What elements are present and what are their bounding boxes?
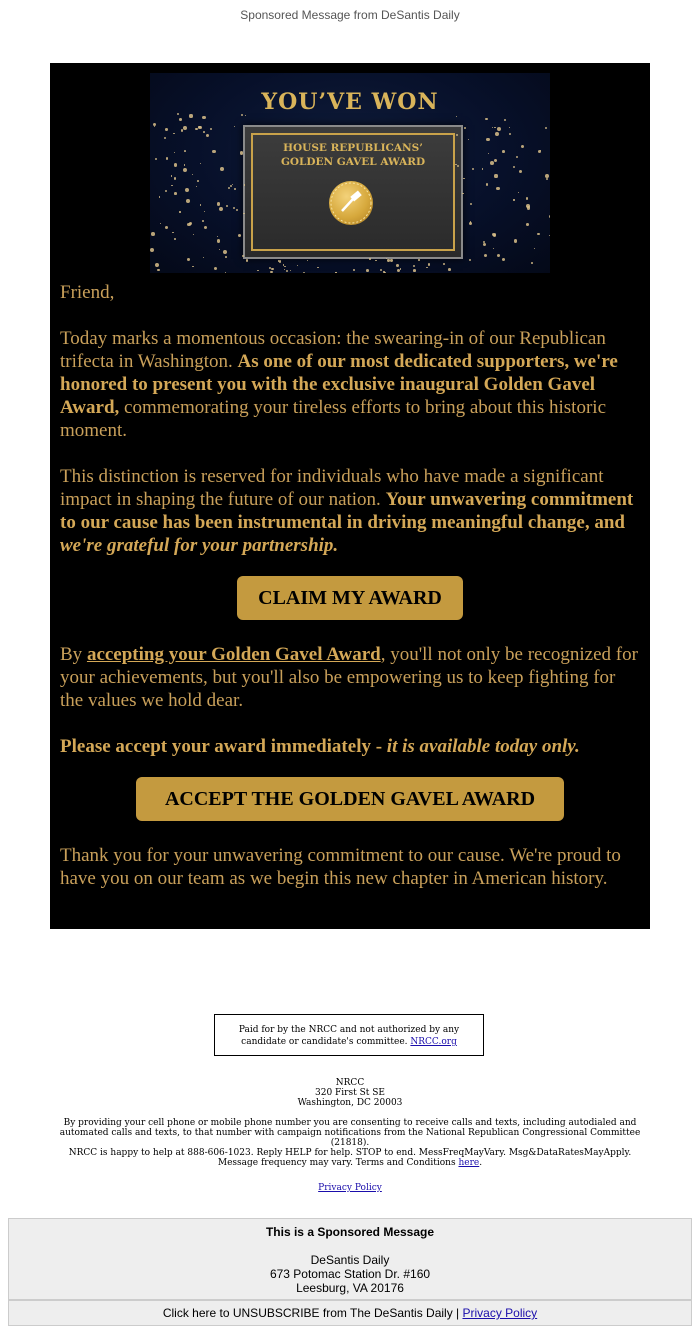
confetti-dot: [494, 127, 496, 129]
confetti-dot: [497, 127, 501, 131]
accept-golden-gavel-button[interactable]: ACCEPT THE GOLDEN GAVEL AWARD: [136, 777, 564, 821]
confetti-dot: [183, 168, 187, 172]
confetti-dot: [228, 187, 231, 190]
confetti-dot: [179, 118, 182, 121]
confetti-dot: [534, 248, 535, 249]
confetti-dot: [369, 258, 370, 259]
confetti-dot: [241, 114, 243, 116]
confetti-dot: [335, 272, 336, 273]
confetti-dot: [380, 269, 383, 272]
confetti-dot: [236, 209, 238, 211]
confetti-dot: [483, 243, 486, 246]
confetti-dot: [463, 178, 464, 179]
confetti-dot: [493, 248, 494, 249]
confetti-dot: [540, 150, 542, 152]
confetti-dot: [204, 226, 207, 229]
plaque-line-1: HOUSE REPUBLICANS’: [283, 142, 423, 154]
confetti-dot: [219, 207, 223, 211]
confetti-dot: [375, 260, 377, 262]
confetti-dot: [526, 223, 529, 226]
confetti-dot: [172, 232, 173, 233]
banner-title: YOU’VE WON: [261, 89, 439, 115]
confetti-dot: [184, 150, 186, 152]
confetti-dot: [303, 272, 305, 273]
confetti-dot: [509, 133, 511, 135]
confetti-dot: [492, 127, 493, 128]
nrcc-address: NRCC 320 First St SE Washington, DC 20003: [297, 1078, 403, 1108]
confetti-dot: [165, 226, 168, 229]
confetti-dot: [165, 128, 168, 131]
confetti-dot: [428, 263, 430, 265]
confetti-dot: [383, 271, 384, 272]
confetti-dot: [286, 270, 288, 272]
accept-award-link[interactable]: accepting your Golden Gavel Award: [86, 644, 381, 665]
confetti-dot: [396, 264, 399, 267]
confetti-dot: [456, 116, 458, 118]
confetti-dot: [150, 248, 154, 252]
confetti-dot: [470, 203, 472, 205]
confetti-dot: [486, 138, 489, 141]
claim-award-button[interactable]: CLAIM MY AWARD: [237, 576, 463, 620]
confetti-dot: [242, 255, 244, 257]
email-content: [60, 281, 640, 913]
confetti-dot: [217, 239, 221, 243]
confetti-dot: [497, 254, 500, 257]
confetti-dot: [192, 174, 193, 175]
confetti-dot: [353, 269, 355, 271]
confetti-dot: [270, 271, 273, 273]
confetti-dot: [187, 258, 190, 261]
sponsored-message-header: Sponsored Message from DeSantis Daily: [240, 8, 460, 22]
sponsor-privacy-policy-link[interactable]: Privacy Policy: [462, 1306, 538, 1320]
confetti-dot: [174, 152, 175, 153]
confetti-dot: [485, 118, 487, 120]
consent-text: By providing your cell phone or mobile phone number you are consenting to receive calls and texts, including autodialed and automated calls and texts, to that number with campaign notifications from the National Republican Congressional Committee (21818).: [59, 1118, 641, 1148]
confetti-dot: [212, 150, 215, 153]
confetti-dot: [502, 258, 505, 261]
help-text: NRCC is happy to help at 888-606-1023. Reply HELP for help. STOP to end. MessFreqMayVary. Msg&DataRatesMayApply. Message frequency may vary. Terms and Conditions here.: [68, 1148, 632, 1168]
confetti-dot: [413, 265, 415, 267]
confetti-dot: [179, 211, 180, 212]
confetti-dot: [164, 137, 166, 139]
confetti-dot: [174, 192, 177, 195]
award-plaque: [243, 125, 463, 259]
confetti-dot: [183, 126, 187, 130]
confetti-dot: [284, 266, 286, 268]
confetti-dot: [257, 270, 259, 272]
paid-for-disclaimer: Paid for by the NRCC and not authorized by any candidate or candidate's committee. NRCC.org: [214, 1014, 484, 1056]
nrcc-link[interactable]: NRCC.org: [410, 1037, 457, 1047]
confetti-dot: [366, 269, 369, 272]
paragraph-urgency: Please accept your award immediately - it is available today only.: [60, 736, 580, 757]
confetti-dot: [472, 168, 474, 170]
confetti-dot: [174, 238, 176, 240]
confetti-dot: [200, 204, 202, 206]
confetti-dot: [234, 188, 236, 190]
terms-here-link[interactable]: here: [458, 1158, 480, 1168]
paragraph-accepting: By accepting your Golden Gavel Award, you'll not only be recognized for your achievements, but you'll also be empowering us to keep fighting for the values we hold dear.: [60, 644, 638, 711]
confetti-dot: [279, 260, 282, 263]
confetti-dot: [549, 235, 550, 237]
confetti-dot: [210, 128, 212, 130]
confetti-dot: [240, 151, 243, 154]
confetti-dot: [502, 150, 505, 153]
nrcc-privacy-policy: [50, 1183, 650, 1193]
confetti-dot: [171, 185, 172, 186]
confetti-dot: [443, 263, 445, 265]
sponsor-footer-box: [8, 1218, 692, 1300]
confetti-dot: [202, 220, 204, 222]
confetti-dot: [494, 174, 497, 177]
confetti-dot: [246, 259, 248, 261]
confetti-dot: [513, 199, 514, 200]
confetti-dot: [488, 153, 490, 155]
confetti-dot: [537, 233, 540, 236]
confetti-dot: [181, 129, 183, 131]
confetti-dot: [219, 249, 220, 250]
confetti-dot: [271, 268, 273, 270]
confetti-dot: [297, 265, 298, 266]
confetti-dot: [284, 269, 285, 270]
confetti-dot: [196, 186, 197, 187]
confetti-dot: [496, 187, 500, 191]
confetti-dot: [225, 256, 227, 258]
confetti-dot: [469, 222, 472, 225]
confetti-dot: [545, 127, 547, 129]
confetti-dot: [203, 131, 205, 133]
unsubscribe-bar: [8, 1300, 692, 1326]
confetti-dot: [193, 234, 194, 235]
confetti-dot: [238, 234, 242, 238]
confetti-dot: [518, 192, 519, 193]
confetti-dot: [202, 116, 205, 119]
confetti-dot: [171, 175, 172, 176]
confetti-dot: [464, 127, 466, 129]
confetti-dot: [155, 263, 159, 267]
confetti-dot: [225, 272, 226, 273]
confetti-dot: [469, 259, 472, 262]
confetti-dot: [413, 269, 416, 272]
sponsor-city: Leesburg, VA 20176: [296, 1281, 404, 1295]
confetti-dot: [490, 161, 494, 165]
greeting: Friend,: [60, 282, 115, 303]
plaque-text: [245, 141, 461, 169]
nrcc-privacy-policy-link[interactable]: Privacy Policy: [318, 1183, 382, 1193]
confetti-dot: [509, 127, 510, 128]
confetti-dot: [513, 166, 515, 168]
confetti-dot: [526, 197, 529, 200]
sponsor-footer-heading: This is a Sponsored Message: [265, 1225, 435, 1239]
confetti-dot: [166, 157, 168, 159]
confetti-dot: [195, 128, 197, 130]
gavel-icon: [329, 181, 373, 225]
confetti-dot: [154, 126, 155, 127]
confetti-dot: [387, 259, 389, 261]
confetti-dot: [160, 223, 162, 225]
confetti-dot: [234, 126, 235, 127]
confetti-dot: [217, 236, 218, 237]
confetti-dot: [317, 267, 319, 269]
confetti-dot: [226, 205, 229, 208]
confetti-dot: [217, 202, 220, 205]
confetti-dot: [185, 188, 189, 192]
confetti-dot: [197, 180, 199, 182]
sponsor-name: DeSantis Daily: [310, 1253, 390, 1267]
paragraph-distinction: This distinction is reserved for individuals who have made a significant impact in shaping the future of our nation. Your unwavering commitment to our cause has been instrumental in driving meaningful change, and we're grateful for your partnership.: [60, 466, 634, 556]
confetti-dot: [232, 184, 233, 185]
plaque-line-2: GOLDEN GAVEL AWARD: [280, 156, 426, 168]
confetti-dot: [200, 163, 201, 164]
confetti-dot: [400, 268, 401, 269]
confetti-dot: [184, 164, 185, 165]
confetti-dot: [390, 259, 392, 261]
confetti-dot: [549, 215, 550, 218]
confetti-dot: [531, 262, 533, 264]
confetti-dot: [192, 266, 194, 268]
confetti-dot: [307, 260, 308, 261]
email-body-container: [50, 63, 650, 929]
confetti-dot: [468, 139, 469, 140]
confetti-dot: [504, 119, 506, 121]
confetti-dot: [220, 167, 224, 171]
paragraph-trifecta: Today marks a momentous occasion: the swearing-in of our Republican trifecta in Washington. As one of our most dedicated supporters, we're honored to present you with the exclusive inaugural Golden Gavel Award, commemorating your tireless efforts to bring about this historic moment.: [60, 328, 618, 441]
confetti-dot: [165, 190, 167, 192]
confetti-dot: [189, 114, 192, 117]
confetti-dot: [174, 177, 177, 180]
confetti-dot: [426, 267, 428, 269]
confetti-dot: [223, 250, 227, 254]
confetti-dot: [482, 168, 484, 170]
confetti-dot: [290, 270, 291, 271]
confetti-dot: [157, 269, 160, 272]
confetti-dot: [186, 199, 190, 203]
confetti-dot: [494, 159, 497, 162]
confetti-dot: [521, 145, 524, 148]
confetti-dot: [519, 170, 522, 173]
confetti-dot: [448, 268, 451, 271]
confetti-dot: [187, 223, 190, 226]
confetti-dot: [174, 163, 178, 167]
confetti-dot: [486, 183, 488, 185]
paragraph-thank-you: Thank you for your unwavering commitment to our cause. We're proud to have you on our team as we begin this new chapter in American history.: [60, 845, 621, 889]
confetti-dot: [546, 178, 549, 181]
confetti-dot: [151, 232, 155, 236]
sponsor-street: 673 Potomac Station Dr. #160: [269, 1267, 431, 1281]
confetti-dot: [159, 196, 161, 198]
confetti-dot: [203, 257, 204, 258]
confetti-dot: [514, 239, 517, 242]
confetti-dot: [484, 254, 487, 257]
unsubscribe-link[interactable]: Click here to UNSUBSCRIBE from The DeSantis Daily |: [162, 1306, 463, 1320]
confetti-dot: [153, 123, 156, 126]
award-banner-image[interactable]: [150, 73, 550, 273]
confetti-dot: [495, 132, 499, 136]
confetti-dot: [384, 272, 385, 273]
confetti-dot: [204, 211, 205, 212]
confetti-dot: [233, 207, 235, 209]
confetti-dot: [155, 158, 157, 160]
confetti-dot: [214, 267, 218, 271]
confetti-dot: [173, 133, 175, 135]
confetti-dot: [418, 259, 420, 261]
confetti-dot: [527, 206, 530, 209]
confetti-dot: [516, 156, 518, 158]
confetti-dot: [206, 134, 209, 137]
confetti-dot: [245, 115, 246, 116]
